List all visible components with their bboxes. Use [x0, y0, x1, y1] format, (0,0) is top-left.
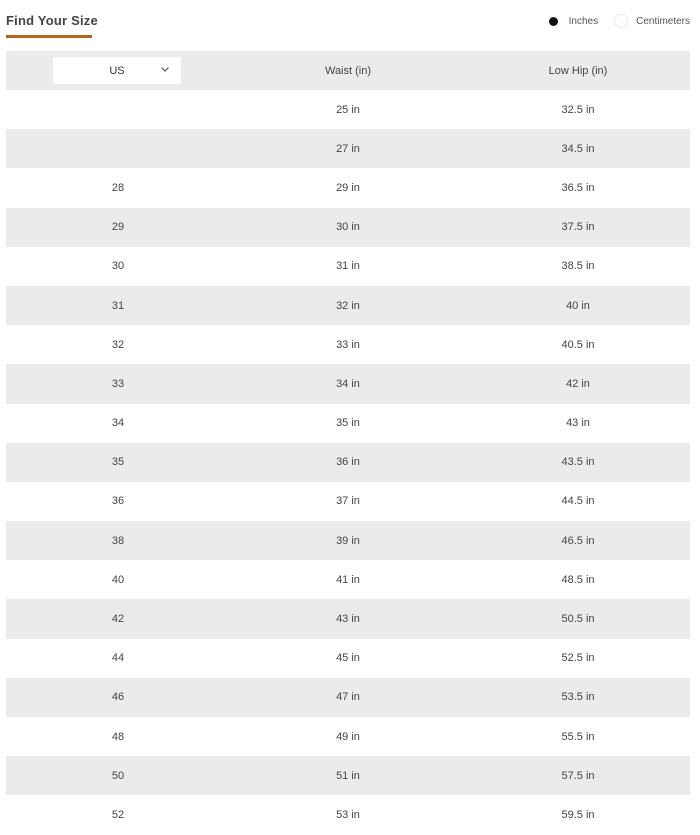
chevron-down-icon — [160, 64, 170, 74]
table-row — [6, 325, 690, 364]
waist-cell: 31 in — [336, 260, 360, 273]
size-cell: 38 — [6, 521, 230, 560]
low-hip-cell: 40 in — [466, 286, 690, 325]
low-hip-cell: 36.5 in — [561, 181, 595, 194]
waist-cell: 25 in — [336, 103, 360, 116]
size-cell — [6, 90, 230, 129]
active-tab-underline — [6, 35, 92, 38]
low-hip-cell: 34.5 in — [466, 129, 690, 168]
low-hip-cell: 32.5 in — [561, 103, 595, 116]
low-hip-cell: 43.5 in — [466, 443, 690, 482]
table-row — [6, 639, 690, 678]
size-cell: 52 — [111, 808, 125, 821]
size-cell: 48 — [111, 730, 125, 743]
low-hip-cell: 43 in — [566, 417, 590, 430]
unit-option-inches[interactable] — [547, 14, 598, 28]
size-cell: 30 — [111, 260, 125, 273]
size-cell: 33 — [6, 364, 230, 403]
low-hip-cell: 50.5 in — [466, 599, 690, 638]
size-system-header — [6, 51, 230, 90]
waist-cell: 49 in — [336, 730, 360, 743]
size-cell: 29 — [6, 208, 230, 247]
waist-cell: 32 in — [230, 286, 466, 325]
table-header-row — [6, 51, 690, 90]
size-chart-body — [6, 90, 690, 835]
waist-cell: 39 in — [230, 521, 466, 560]
waist-cell: 33 in — [336, 338, 360, 351]
size-cell: 40 — [111, 573, 125, 586]
low-hip-cell: 48.5 in — [561, 573, 595, 586]
size-system-select[interactable] — [53, 57, 181, 84]
column-header-low-hip: Low Hip (in) — [466, 51, 690, 90]
low-hip-cell: 59.5 in — [561, 808, 595, 821]
size-cell: 46 — [6, 678, 230, 717]
size-cell: 35 — [6, 443, 230, 482]
waist-cell: 43 in — [230, 599, 466, 638]
waist-cell: 41 in — [336, 573, 360, 586]
waist-cell: 34 in — [230, 364, 466, 403]
table-row — [6, 599, 690, 638]
size-cell: 32 — [111, 338, 125, 351]
tab-find-your-size[interactable]: Find Your Size — [6, 13, 98, 28]
waist-cell: 27 in — [230, 129, 466, 168]
unit-option-centimeters[interactable] — [598, 14, 690, 28]
waist-cell: 30 in — [230, 208, 466, 247]
waist-cell: 45 in — [336, 652, 360, 665]
size-cell: 34 — [111, 417, 125, 430]
waist-cell: 47 in — [230, 678, 466, 717]
column-header-waist: Waist (in) — [230, 51, 466, 90]
radio-unselected-icon[interactable] — [614, 14, 628, 28]
table-row — [6, 678, 690, 717]
table-row — [6, 286, 690, 325]
size-cell: 50 — [6, 756, 230, 795]
waist-cell: 53 in — [336, 808, 360, 821]
table-row — [6, 247, 690, 286]
low-hip-cell: 52.5 in — [561, 652, 595, 665]
table-row — [6, 404, 690, 443]
low-hip-cell: 40.5 in — [561, 338, 595, 351]
unit-toggle — [547, 14, 690, 28]
size-system-value: US — [109, 64, 125, 77]
size-cell: 36 — [111, 495, 125, 508]
low-hip-cell: 38.5 in — [561, 260, 595, 273]
low-hip-cell: 46.5 in — [466, 521, 690, 560]
unit-label-centimeters: Centimeters — [636, 15, 690, 27]
table-row — [6, 756, 690, 795]
low-hip-cell: 42 in — [466, 364, 690, 403]
table-row — [6, 208, 690, 247]
size-cell: 42 — [6, 599, 230, 638]
size-chart-table — [6, 51, 690, 835]
low-hip-cell: 55.5 in — [561, 730, 595, 743]
table-row — [6, 168, 690, 207]
low-hip-cell: 57.5 in — [466, 756, 690, 795]
waist-cell: 37 in — [336, 495, 360, 508]
size-chart-header — [0, 0, 700, 50]
low-hip-cell: 53.5 in — [466, 678, 690, 717]
size-cell: 31 — [6, 286, 230, 325]
waist-cell: 29 in — [336, 181, 360, 194]
table-row — [6, 482, 690, 521]
waist-cell: 35 in — [336, 417, 360, 430]
table-row — [6, 560, 690, 599]
low-hip-cell: 44.5 in — [561, 495, 595, 508]
table-row — [6, 364, 690, 403]
table-row — [6, 129, 690, 168]
size-cell: 28 — [111, 181, 125, 194]
table-row — [6, 443, 690, 482]
unit-label-inches: Inches — [568, 15, 599, 27]
waist-cell: 51 in — [230, 756, 466, 795]
table-row — [6, 90, 690, 129]
radio-selected-icon[interactable] — [547, 14, 561, 28]
low-hip-cell: 37.5 in — [466, 208, 690, 247]
size-cell: 44 — [111, 652, 125, 665]
table-row — [6, 521, 690, 560]
table-row — [6, 717, 690, 756]
waist-cell: 36 in — [230, 443, 466, 482]
size-cell — [6, 129, 230, 168]
